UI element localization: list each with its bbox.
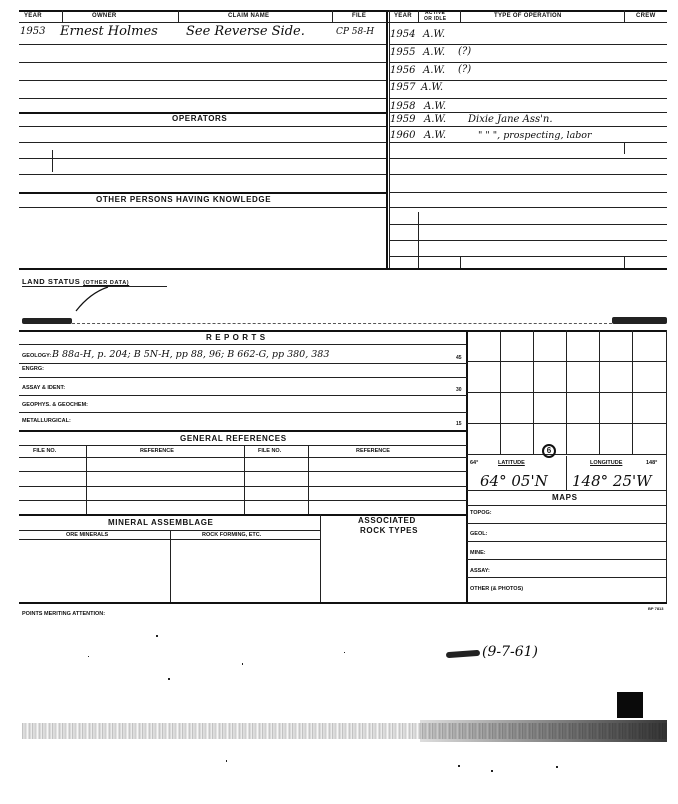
op-type-1960: " " ", prospecting, labor <box>478 130 592 141</box>
op-active-1959: A.W. <box>424 114 447 125</box>
op-year-1957: 1957 <box>390 82 416 93</box>
land-status-pen-stroke <box>70 285 110 315</box>
lat-prefix: 64° <box>470 460 479 466</box>
op-year-1958: 1958 <box>390 101 416 112</box>
ore-minerals-label: ORE MINERALS <box>66 532 109 538</box>
col-claim-name-header: CLAIM NAME <box>228 13 270 19</box>
col-file-header: FILE <box>352 13 367 19</box>
handwritten-date-note: (9-7-61) <box>482 644 539 660</box>
form-number: BP 7813 <box>648 606 664 611</box>
col-year-header: YEAR <box>24 13 42 19</box>
op-type-1959: Dixie Jane Ass'n. <box>468 114 553 125</box>
mineral-assemblage-heading: MINERAL ASSEMBLAGE <box>108 518 214 527</box>
handwritten-strike-mark <box>446 650 480 658</box>
col-type-header: TYPE OF OPERATION <box>494 13 562 19</box>
op-active-1960: A.W. <box>424 130 447 141</box>
geol-label: GEOL: <box>470 531 488 537</box>
assay-map-label: ASSAY: <box>470 568 490 574</box>
longitude-value: 148° 25'W <box>572 472 652 490</box>
geology-value: B 88a-H, p. 204; B 5N-H, pp 88, 96; B 662-G, pp 380, 383 <box>52 349 330 360</box>
engrg-label: ENGRG: <box>22 366 44 372</box>
latitude-value: 64° 05'N <box>480 472 548 490</box>
other-persons-heading: OTHER PERSONS HAVING KNOWLEDGE <box>96 195 272 204</box>
col-idle-header: OR IDLE <box>424 16 447 22</box>
op-type-1955: (?) <box>458 46 472 57</box>
op-year-1960: 1960 <box>390 130 416 141</box>
scan-block <box>617 692 643 718</box>
mine-label: MINE: <box>470 550 486 556</box>
section-circle-marker <box>542 444 556 458</box>
geophys-label: GEOPHYS. & GEOCHEM: <box>22 402 89 408</box>
section-circle-number: 6 <box>546 446 552 455</box>
other-photos-label: OTHER (& PHOTOS) <box>470 586 524 592</box>
claim-name-1: See Reverse Side. <box>186 24 305 39</box>
ref-file-no-1: FILE NO. <box>33 448 57 454</box>
scale-15: 15 <box>456 421 462 427</box>
scale-45: 45 <box>456 355 462 361</box>
reports-heading: R E P O R T S <box>206 333 266 342</box>
op-year-1956: 1956 <box>390 65 416 76</box>
op-active-1957: A.W. <box>421 82 444 93</box>
ref-reference-2: REFERENCE <box>356 448 390 454</box>
metallurgical-label: METALLURGICAL: <box>22 418 71 424</box>
scan-mark-right <box>612 317 667 324</box>
rock-types-heading: ROCK TYPES <box>360 526 419 535</box>
file-1: CP 58-H <box>336 27 375 37</box>
latitude-label: LATITUDE <box>498 460 525 466</box>
op-active-1958: A.W. <box>424 101 447 112</box>
owner-name-1: Ernest Holmes <box>60 24 158 39</box>
geology-label: GEOLOGY: <box>22 353 52 359</box>
op-active-1954: A.W. <box>423 29 446 40</box>
col-owner-header: OWNER <box>92 13 117 19</box>
op-type-1956: (?) <box>458 64 472 75</box>
general-references-heading: GENERAL REFERENCES <box>180 434 287 443</box>
lon-suffix: 148° <box>646 460 658 466</box>
points-meriting-attention-label: POINTS MERITING ATTENTION: <box>22 611 106 617</box>
assay-label: ASSAY & IDENT: <box>22 385 66 391</box>
owner-year-1: 1953 <box>20 26 46 37</box>
topog-label: TOPOG: <box>470 510 492 516</box>
op-active-1956: A.W. <box>423 65 446 76</box>
col-op-year-header: YEAR <box>394 13 412 19</box>
land-status-sublabel: (OTHER DATA) <box>83 280 130 286</box>
ref-file-no-2: FILE NO. <box>258 448 282 454</box>
op-year-1959: 1959 <box>390 114 416 125</box>
maps-heading: MAPS <box>552 493 578 502</box>
scan-streak-dark <box>420 720 667 742</box>
land-status-label: LAND STATUS <box>22 277 81 286</box>
op-active-1955: A.W. <box>423 47 446 58</box>
scan-mark-left <box>22 318 72 324</box>
op-year-1954: 1954 <box>390 29 416 40</box>
op-year-1955: 1955 <box>390 47 416 58</box>
scale-30: 30 <box>456 387 462 393</box>
col-crew-header: CREW <box>636 13 656 19</box>
rock-forming-label: ROCK FORMING, ETC. <box>202 532 262 538</box>
ref-reference-1: REFERENCE <box>140 448 174 454</box>
longitude-label: LONGITUDE <box>590 460 623 466</box>
col-active-header: ACTIVE <box>425 10 446 16</box>
operators-heading: OPERATORS <box>172 114 228 123</box>
associated-heading: ASSOCIATED <box>358 516 416 525</box>
